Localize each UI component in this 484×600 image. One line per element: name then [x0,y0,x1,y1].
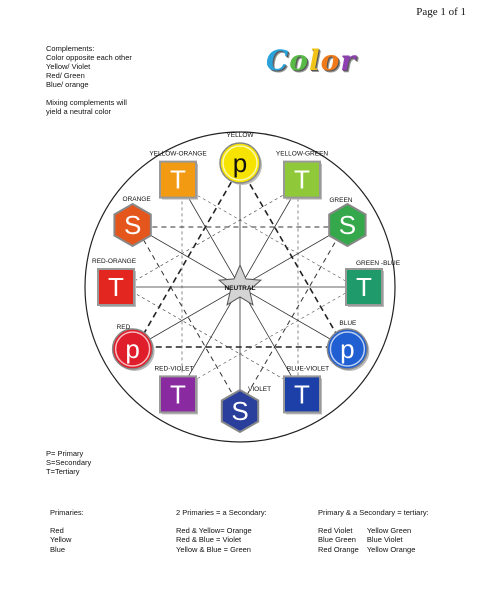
title-letter: l [308,44,321,77]
primaries-item: Blue [50,544,66,554]
swatch-label: GREEN [329,197,353,204]
neutral-label: NEUTRAL [224,285,256,292]
notes-line: Blue/ orange [46,80,89,89]
mixing-note-line: Mixing complements will [46,98,127,107]
swatch-label: GREEN -BLUE [356,260,401,267]
swatch-orange [114,196,151,246]
swatch-letter: S [231,396,249,426]
secondaries-item: Red & Blue = Violet [176,535,242,544]
primaries-section [50,508,84,554]
notes-line: Color opposite each other [46,53,132,62]
legend-line: T=Tertiary [46,467,80,476]
tertiaries-heading: Primary & a Secondary = tertiary: [318,508,429,517]
swatch-label: BLUE-VIOLET [286,365,330,373]
swatch-letter: T [294,164,310,195]
swatch-blue [327,320,369,371]
swatch-letter: T [170,379,186,410]
title-letter: r [340,44,357,77]
swatch-label: YELLOW-ORANGE [149,150,207,158]
swatch-green [329,197,365,246]
tertiaries-item: Red Orange [318,544,359,554]
swatch-label: YELLOW [226,132,254,139]
swatch-letter: p [232,148,248,178]
swatch-label: VIOLET [248,386,272,393]
tertiaries-item: Yellow Green [366,525,412,535]
notes-line: Complements: [46,44,95,53]
swatch-violet [222,386,271,432]
secondaries-section [176,508,267,554]
swatch-yellow [220,132,262,185]
swatch-label: BLUE [339,320,357,327]
swatch-letter: T [294,379,310,410]
swatch-yellow-green [276,151,329,200]
tertiaries-item: Yellow Orange [366,544,416,554]
legend [46,449,91,476]
swatch-red-orange [92,258,137,307]
swatch-letter: p [125,334,140,364]
secondaries-item: Red & Yellow= Orange [176,525,252,535]
secondaries-heading: 2 Primaries = a Secondary: [176,508,267,517]
swatch-letter: S [338,210,357,240]
mixing-note-line: yield a neutral color [46,107,112,116]
swatch-label: RED-ORANGE [92,258,137,265]
legend-line: S=Secondary [46,458,92,467]
swatch-letter: T [170,164,186,195]
swatch-letter: p [340,334,355,364]
tertiaries-section [318,508,429,554]
swatch-blue-violet [284,365,329,414]
swatch-letter: T [356,272,372,302]
swatch-yellow-orange [149,151,207,200]
primaries-item: Red [50,525,64,535]
title-letter: o [320,44,341,77]
tertiaries-item: Blue Violet [366,535,403,544]
swatch-red-violet [154,365,198,414]
swatch-green-blue [346,260,401,307]
swatch-label: RED-VIOLET [154,365,194,373]
swatch-label: ORANGE [122,196,151,203]
page-number: Page 1 of 1 [416,6,466,18]
swatch-letter: S [123,210,142,240]
legend-line: P= Primary [46,449,84,458]
notes-line: Red/ Green [46,71,85,80]
swatch-letter: T [108,272,124,302]
primaries-item: Yellow [50,535,72,544]
title-letter: C [266,44,290,77]
secondaries-item: Yellow & Blue = Green [176,544,251,554]
swatch-label: YELLOW-GREEN [275,150,329,158]
primaries-heading: Primaries: [50,508,84,517]
tertiaries-item: Blue Green [318,535,356,544]
swatch-red [113,324,155,371]
notes-line: Yellow/ Violet [46,62,91,71]
tertiaries-item: Red Violet [318,525,353,535]
swatch-label: RED [116,324,131,331]
title-letter: o [289,44,309,77]
